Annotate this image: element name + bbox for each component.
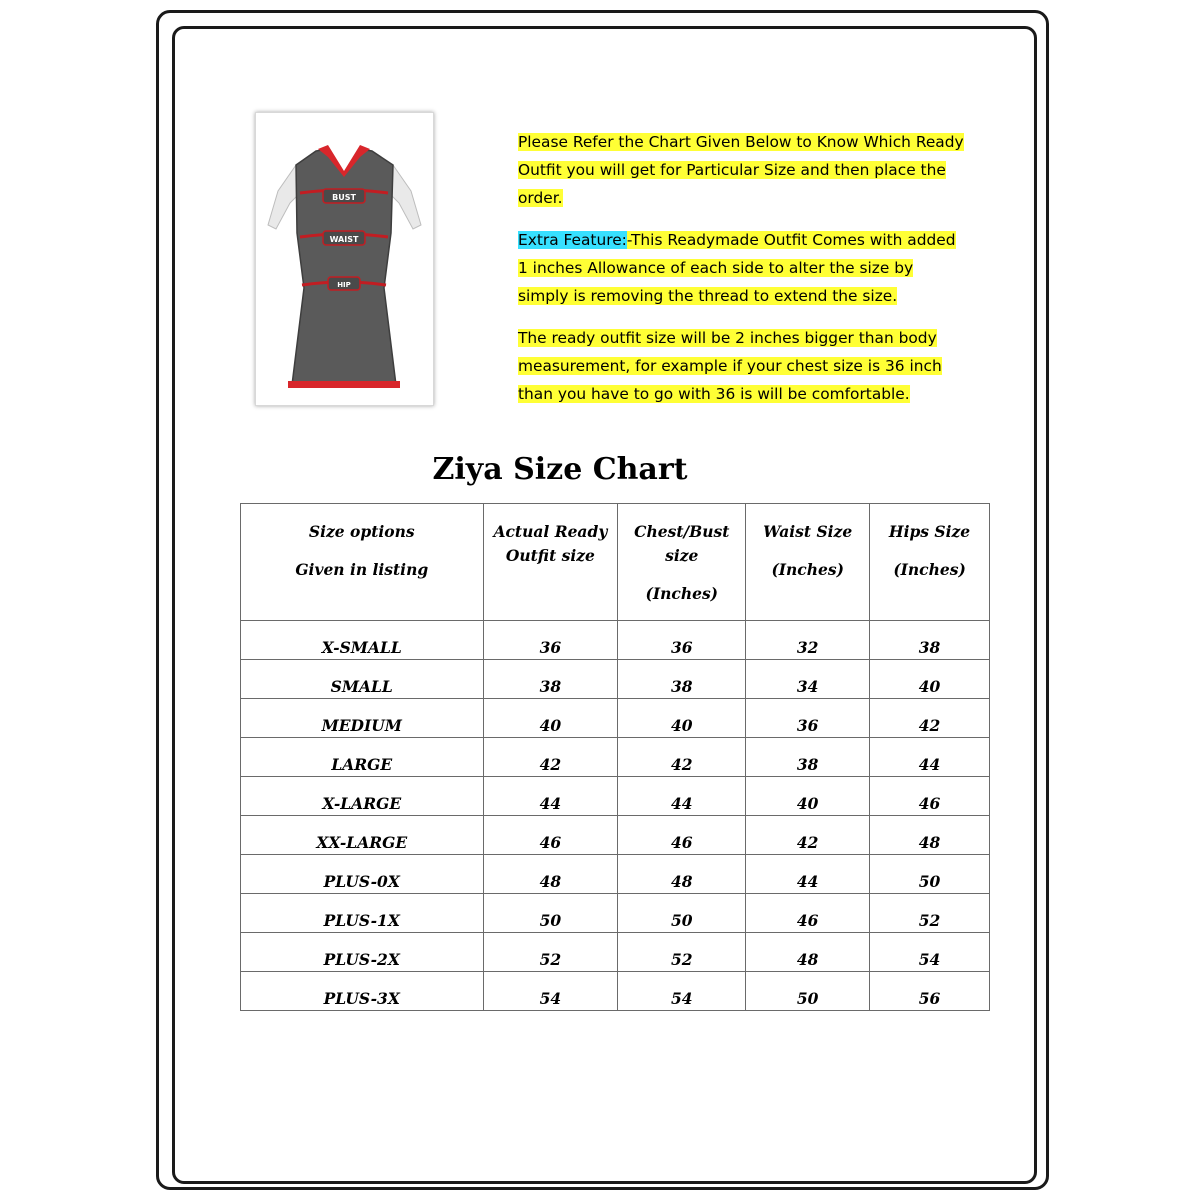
hips-cell: 40 (870, 660, 990, 699)
size-chart-table (240, 503, 990, 1011)
size-notes (518, 128, 968, 422)
hips-cell: 50 (870, 855, 990, 894)
header-hips: Hips Size (Inches) (870, 504, 990, 621)
waist-cell: 44 (746, 855, 870, 894)
waist-cell: 36 (746, 699, 870, 738)
hips-cell: 42 (870, 699, 990, 738)
actual-size-cell: 38 (483, 660, 618, 699)
size-option-cell: X-SMALL (241, 621, 484, 660)
waist-cell: 38 (746, 738, 870, 777)
chest-cell: 54 (618, 972, 746, 1011)
waist-cell: 34 (746, 660, 870, 699)
waist-cell: 42 (746, 816, 870, 855)
size-option-cell: XX-LARGE (241, 816, 484, 855)
actual-size-cell: 46 (483, 816, 618, 855)
waist-cell: 46 (746, 894, 870, 933)
table-row (241, 777, 990, 816)
table-row (241, 894, 990, 933)
chest-cell: 44 (618, 777, 746, 816)
table-row (241, 738, 990, 777)
size-option-cell: PLUS-2X (241, 933, 484, 972)
chest-cell: 50 (618, 894, 746, 933)
dress-measurement-image (255, 112, 434, 406)
actual-size-cell: 40 (483, 699, 618, 738)
header-actual-size: Actual Ready Outfit size (483, 504, 618, 621)
table-row (241, 972, 990, 1011)
actual-size-cell: 44 (483, 777, 618, 816)
chest-cell: 48 (618, 855, 746, 894)
actual-size-cell: 52 (483, 933, 618, 972)
size-option-cell: PLUS-1X (241, 894, 484, 933)
header-size-options: Size options Given in listing (241, 504, 484, 621)
hips-cell: 52 (870, 894, 990, 933)
extra-feature-label: Extra Feature: (518, 231, 627, 249)
table-row (241, 933, 990, 972)
waist-cell: 50 (746, 972, 870, 1011)
chest-cell: 40 (618, 699, 746, 738)
actual-size-cell: 42 (483, 738, 618, 777)
size-option-cell: PLUS-3X (241, 972, 484, 1011)
hips-cell: 44 (870, 738, 990, 777)
table-row (241, 855, 990, 894)
hips-cell: 38 (870, 621, 990, 660)
hips-cell: 56 (870, 972, 990, 1011)
header-row (241, 504, 990, 621)
waist-cell: 32 (746, 621, 870, 660)
dress-illustration (256, 113, 433, 405)
header-waist: Waist Size (Inches) (746, 504, 870, 621)
bust-label: BUST (332, 193, 356, 202)
hip-label: HIP (337, 281, 351, 289)
actual-size-cell: 54 (483, 972, 618, 1011)
chest-cell: 46 (618, 816, 746, 855)
size-option-cell: SMALL (241, 660, 484, 699)
table-row (241, 816, 990, 855)
chest-cell: 42 (618, 738, 746, 777)
header-chest-bust: Chest/Bust size (Inches) (618, 504, 746, 621)
note-refer-chart: Please Refer the Chart Given Below to Know Which Ready Outfit you will get for Particular Size and then place the order. (518, 133, 964, 207)
size-option-cell: LARGE (241, 738, 484, 777)
table-row (241, 621, 990, 660)
waist-cell: 40 (746, 777, 870, 816)
actual-size-cell: 50 (483, 894, 618, 933)
chest-cell: 38 (618, 660, 746, 699)
actual-size-cell: 48 (483, 855, 618, 894)
note-extra-feature: Extra Feature:-This Readymade Outfit Comes with added 1 inches Allowance of each side to alter the size by simply is removing the thread to extend the size. (518, 231, 956, 305)
chest-cell: 52 (618, 933, 746, 972)
note-size-allowance: The ready outfit size will be 2 inches bigger than body measurement, for example if your chest size is 36 inch than you have to go with 36 is will be comfortable. (518, 329, 942, 403)
table-row (241, 660, 990, 699)
size-option-cell: X-LARGE (241, 777, 484, 816)
size-option-cell: PLUS-0X (241, 855, 484, 894)
hips-cell: 54 (870, 933, 990, 972)
chest-cell: 36 (618, 621, 746, 660)
size-option-cell: MEDIUM (241, 699, 484, 738)
table-row (241, 699, 990, 738)
hips-cell: 48 (870, 816, 990, 855)
hips-cell: 46 (870, 777, 990, 816)
waist-cell: 48 (746, 933, 870, 972)
actual-size-cell: 36 (483, 621, 618, 660)
chart-title: Ziya Size Chart (432, 452, 688, 487)
waist-label: WAIST (329, 235, 359, 244)
